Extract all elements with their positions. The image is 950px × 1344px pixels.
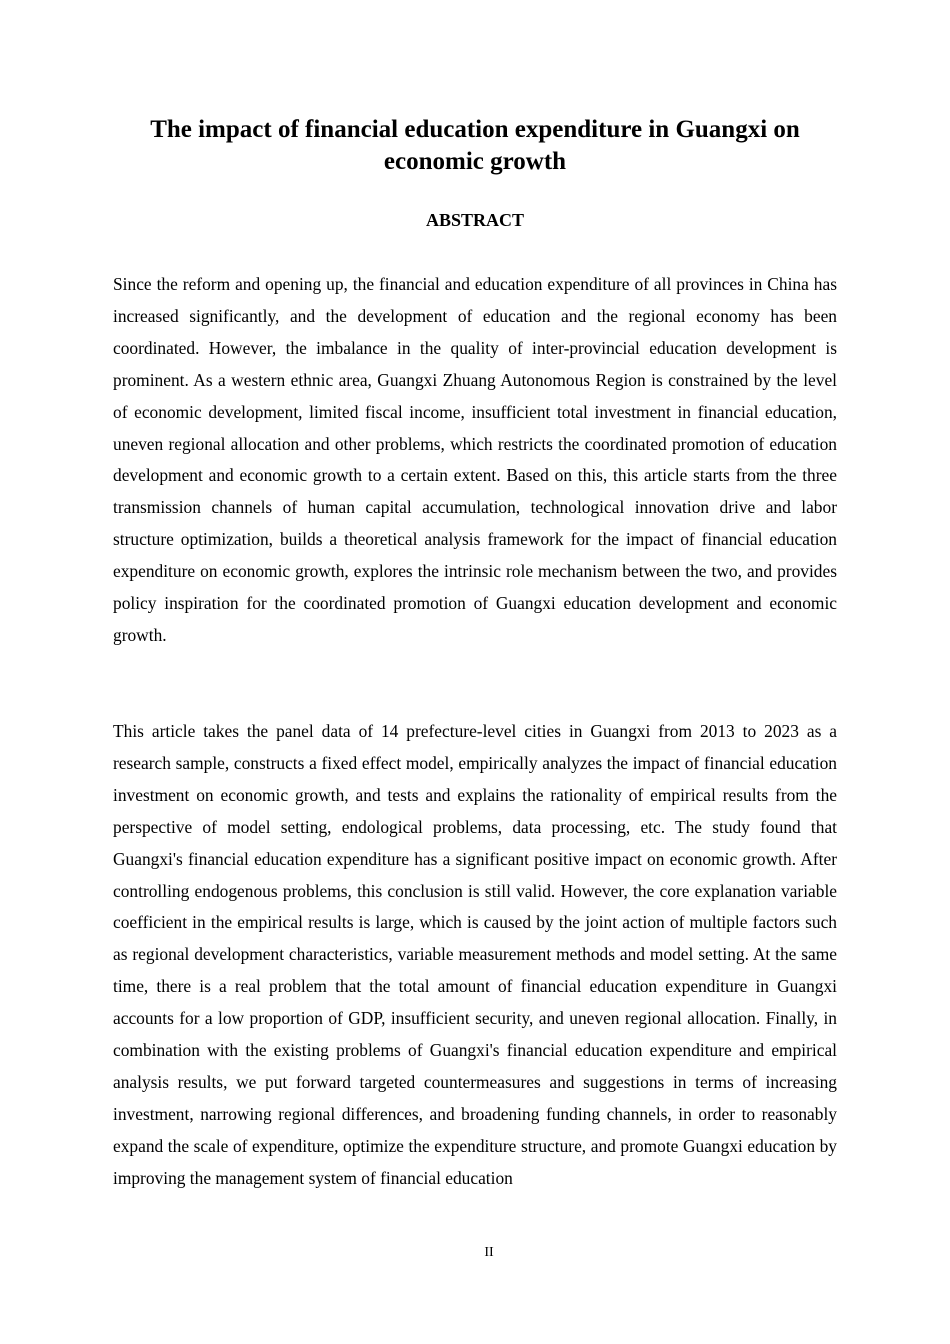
page-number: II — [484, 1245, 494, 1260]
abstract-paragraph: This article takes the panel data of 14 prefecture-level cities in Guangxi from 2013 to 2023 as a research sample, constructs a fixed effect model, empirically analyzes the impact of financial education investment on economic growth, and tests and explains the rationality of empirical results from the perspective of model setting, endological problems, data processing, etc. The study found that Guangxi's financial education expenditure has a significant positive impact on economic growth. After controlling endogenous problems, this conclusion is still valid. However, the core explanation variable coefficient in the empirical results is large, which is caused by the joint action of multiple factors such as regional development characteristics, variable measurement methods and model setting. At the same time, there is a real problem that the total amount of financial education expenditure in Guangxi accounts for a low proportion of GDP, insufficient security, and uneven regional allocation. Finally, in combination with the existing problems of Guangxi's financial education expenditure and empirical analysis results, we put forward targeted countermeasures and suggestions in terms of increasing investment, narrowing regional differences, and broadening funding channels, in order to reasonably expand the scale of expenditure, optimize the expenditure structure, and promote Guangxi education by improving the management system of financial education — [113, 721, 837, 1188]
abstract-heading: ABSTRACT — [425, 210, 525, 230]
document-title: The impact of financial education expenditure in Guangxi on economic growth — [150, 116, 800, 175]
abstract-paragraph: Since the reform and opening up, the financial and education expenditure of all provinces in China has increased significantly, and the development of education and the regional economy has been coordinated. However, the imbalance in the quality of inter-provincial education development is prominent. As a western ethnic area, Guangxi Zhuang Autonomous Region is constrained by the level of economic development, limited fiscal income, insufficient total investment in financial education, uneven regional allocation and other problems, which restricts the coordinated promotion of education development and economic growth to a certain extent. Based on this, this article starts from the three transmission channels of human capital accumulation, technological innovation drive and labor structure optimization, builds a theoretical analysis framework for the impact of financial education expenditure on economic growth, explores the intrinsic role mechanism between the two, and provides policy inspiration for the coordinated promotion of Guangxi education development and economic growth. — [113, 274, 837, 645]
